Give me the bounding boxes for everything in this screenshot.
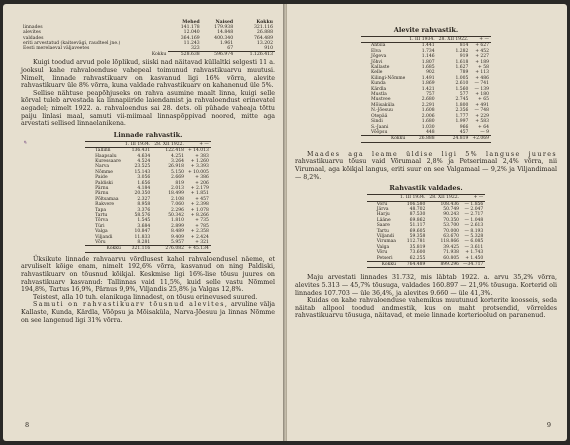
- cell: 50.749: [443, 206, 460, 212]
- paragraph: Sellise nähtuse peapõhjuseks on rahva asumine maalt linna, kuigi selle kõrval tuleb arvestada ka linnapiiride laiendamist ja rahvaloendust erinevatel aegadel; nimelt 1922. a. rahvaloendus sai 28. dets. oli pühade vaheaja tõttu paiju linlasi maal, samuti vii-miimaal linnaspõppivad noored, mitte aga arvestati sellised linnaelanikena.: [21, 89, 275, 128]
- left-page: [3, 4, 283, 441]
- cell: 15.143: [134, 169, 151, 175]
- cell: — 6.085: [464, 239, 484, 245]
- cell: + 206: [195, 180, 209, 186]
- total-cell: +2.069: [472, 136, 489, 142]
- cell: — 9: [480, 129, 489, 135]
- summary-row-label: Eesti merelaeval väljaveetes: [23, 46, 90, 52]
- cell: + 14.013: [187, 148, 209, 154]
- cell: + 64: [478, 124, 489, 130]
- summary-cell: 400.340: [214, 35, 234, 41]
- cities-header: 1. III 1934.: [124, 141, 151, 147]
- summary-total-cell: 596.974: [202, 52, 235, 58]
- summary-row-label: valdades: [23, 35, 44, 41]
- cell: + 383: [195, 153, 209, 159]
- cell: 1.734: [421, 48, 435, 54]
- row-label: Pärnu: [95, 186, 109, 192]
- cell: + 452: [475, 48, 489, 54]
- cell: — 2.047: [464, 206, 484, 212]
- cell: 2.610: [455, 81, 469, 87]
- alevid-header: 1. III 1934.: [409, 37, 435, 42]
- summary-cell: 364.169: [180, 35, 200, 41]
- cell: 51.117: [409, 223, 426, 229]
- row-label: Nõmme: [95, 169, 113, 175]
- cell: + 2.398: [190, 202, 209, 208]
- row-label: Tapa: [95, 207, 107, 213]
- cell: 23.525: [134, 164, 151, 170]
- cell: 1.618: [455, 59, 469, 65]
- summary-cell: 12.040: [183, 30, 200, 36]
- summary-cell: 13.202: [256, 40, 273, 46]
- cell: 69.605: [409, 228, 426, 234]
- cell: + 491: [475, 102, 489, 108]
- cell: 2.291: [421, 102, 435, 108]
- row-label: Saare: [376, 223, 390, 229]
- summary-cell: 14.848: [217, 30, 234, 36]
- cell: 1.869: [421, 81, 435, 87]
- cell: 4.184: [137, 186, 151, 192]
- row-label: Rakvere: [95, 202, 115, 208]
- total-label: Kokku: [367, 261, 398, 267]
- cell: 2.356: [455, 108, 469, 114]
- cell: — 8.193: [464, 228, 484, 234]
- cell: 90.243: [443, 212, 460, 218]
- cell: 3.264: [171, 158, 184, 164]
- row-label: Kallaste: [371, 65, 390, 71]
- cell: 118.866: [440, 239, 460, 245]
- cell: + 627: [475, 43, 489, 49]
- cell: 1.810: [171, 218, 184, 224]
- row-label: Elva: [371, 48, 381, 54]
- cell: 1.030: [421, 124, 435, 130]
- cell: 1.491: [421, 75, 435, 81]
- cell: + 735: [195, 218, 209, 224]
- right-text-block-2: [295, 274, 557, 320]
- cell: — 2.613: [464, 223, 484, 229]
- cell: 20.350: [134, 191, 151, 197]
- summary-row-label: linnades: [23, 25, 43, 31]
- row-label: Harju: [376, 212, 390, 218]
- row-label: Kärdla: [371, 86, 387, 92]
- summary-total-row: [21, 52, 275, 58]
- row-label: Valga: [376, 244, 390, 250]
- summary-cell: 26.888: [256, 30, 273, 36]
- cell: 1.560: [455, 86, 469, 92]
- cell: 4.634: [137, 153, 151, 159]
- cell: — 1.856: [464, 201, 484, 207]
- valdad-table-title: Rahvastik valdades.: [389, 184, 463, 193]
- cell: 3.376: [137, 207, 151, 213]
- cell: 3.684: [137, 223, 151, 229]
- cell: 3.056: [137, 175, 151, 181]
- cell: 1.441: [421, 43, 435, 49]
- cell: 448: [426, 129, 435, 135]
- row-label: Sindi: [371, 119, 383, 125]
- row-label: Mõisaküla: [371, 102, 395, 108]
- summary-row-label: alevites: [23, 30, 41, 36]
- cell: 8.958: [137, 202, 151, 208]
- page-number: 8: [25, 421, 30, 429]
- cell: + 58: [478, 65, 489, 71]
- valdad-header: 1. III 1934.: [400, 195, 426, 201]
- cell: 2.013: [171, 186, 184, 192]
- row-label: Narva: [95, 164, 110, 170]
- total-row: [85, 246, 211, 252]
- cell: 902: [426, 70, 435, 76]
- valdad-header: + —: [461, 195, 485, 201]
- row-label: Mustvee: [371, 97, 391, 103]
- valdad-body: [367, 201, 486, 268]
- cities-body: [85, 148, 211, 253]
- paragraph-text: rahvastikuarvu tõusu vaid Võrumaal 2,8% ja Petserimaal 2,4% võrra, nii Virumaal, aga kõikjal langus, eriti suur on see Valgamaal — 9,2% ja Viljandimaal — 8,2%.: [295, 158, 557, 181]
- cell: 4.251: [171, 153, 184, 159]
- cell: 5.957: [171, 240, 184, 246]
- cell: + 583: [475, 119, 489, 125]
- alevid-header: 28. XII 1922.: [438, 37, 469, 42]
- row-label: Antsla: [371, 43, 386, 49]
- row-label: Võru: [376, 201, 388, 207]
- cell: 87.530: [409, 212, 426, 218]
- cell: 122.418: [165, 148, 184, 154]
- cell: + 227: [475, 54, 489, 60]
- cities-header: + —: [186, 141, 211, 147]
- row-label: Võru: [376, 250, 388, 256]
- cell: — 5.328: [464, 233, 484, 239]
- row-label: Paide: [95, 175, 108, 181]
- cell: + 321: [195, 240, 209, 246]
- cell: + 65: [478, 97, 489, 103]
- row-label: Mustla: [371, 92, 387, 98]
- cell: 789: [459, 70, 469, 76]
- cell: 1.421: [421, 86, 435, 92]
- cell: 112.781: [406, 239, 426, 245]
- cell: 2.108: [171, 196, 184, 202]
- cell: 8.281: [137, 240, 151, 246]
- spaced-lead: Samuti on rahvastikuarv tõusnud alevites,: [33, 301, 229, 309]
- summary-total-cell: 1.126.413: [235, 52, 275, 58]
- cell: 2.669: [171, 175, 184, 181]
- paragraph: Teistest, alla 10 tuh. elanikuga linnadest, on tõusu erinevused suured.: [33, 293, 258, 301]
- summary-header: Mehed: [182, 20, 200, 25]
- total-cell: 26.888: [407, 136, 436, 142]
- cell: 2.745: [455, 97, 469, 103]
- row-label: Võõpsu: [371, 129, 388, 135]
- cell: 26.918: [168, 164, 184, 170]
- cell: 73.600: [409, 250, 426, 256]
- row-label: Lääne: [376, 217, 391, 223]
- cell: — 748: [474, 108, 489, 114]
- summary-total-cell: 528.638: [168, 52, 201, 58]
- summary-cell: 910: [264, 46, 273, 52]
- total-cell: 24.819: [437, 136, 471, 142]
- cell: — 741: [474, 81, 489, 87]
- cell: 1.807: [421, 59, 435, 65]
- row-label: N.-Jõesuu: [371, 108, 393, 114]
- cell: + 1.743: [465, 250, 484, 256]
- row-label: Virumaa: [376, 239, 396, 245]
- cell: + 229: [475, 113, 489, 119]
- cell: 106.580: [406, 201, 426, 207]
- cities-header: 28. XII 1922.: [154, 141, 184, 147]
- cell: — 3.611: [464, 244, 484, 250]
- cell: 757: [426, 92, 435, 98]
- cell: 814: [459, 43, 469, 49]
- cell: 577: [459, 92, 469, 98]
- row-label: Tartu: [376, 228, 389, 234]
- cell: 1.685: [421, 65, 435, 71]
- cell: 2.006: [421, 113, 435, 119]
- cell: 136.431: [131, 148, 151, 154]
- row-label: Võru: [95, 240, 106, 246]
- total-label: Kokku: [361, 136, 407, 142]
- spaced-lead: Maades aga leame üldise ligi 5% languse juures: [307, 150, 557, 158]
- row-label: Jõgeva: [371, 54, 387, 60]
- paragraph: Maju arvestati linnades 31.732, mis läbtab 1922. a. arvu 35,2% võrra, alevites 5.313 — 45,7% tõusuga, valdades 160.897 — 21,9% tõusuga. Korterid oli linnades 107.703 — üle 36,4%, ja alevites 9.660 — üle 41,3%.: [295, 274, 557, 297]
- cities-table-title: Linnade rahvastik.: [113, 130, 183, 139]
- paragraph: [295, 151, 557, 181]
- cell: 63.670: [443, 233, 460, 239]
- cell: 919: [459, 54, 469, 60]
- paragraph: [21, 301, 275, 324]
- right-page: [287, 4, 567, 441]
- total-cell: 764.489: [398, 261, 427, 267]
- row-label: Tartu: [95, 213, 108, 219]
- cell: + 1.078: [190, 207, 209, 213]
- row-label: Tõrva: [95, 218, 109, 224]
- cell: + 2.179: [190, 186, 209, 192]
- summary-cell: 323: [190, 46, 200, 52]
- row-label: Põltsamaa: [95, 196, 119, 202]
- cell: 39.425: [443, 244, 460, 250]
- paragraph: Kuigi toodud arvud pole lõplikud, siiski nad näitavad küllaltki selgesti 11 a. jooksul kahe rahvaloenduse vahepeal toimunud rahvastikuarvu muutusi. Nimelt, linnade rahvastikuarv on kasvanud ligi 16% võrra, alevite rahvastikuarv üle 8% võrra, kuna valdade rahvastikuarv on kahanenud üle 5%.: [21, 59, 275, 90]
- alevid-table-title: Alevite rahvastik.: [393, 26, 459, 34]
- cell: + 386: [195, 175, 209, 181]
- cell: 53.700: [443, 223, 460, 229]
- row-label: Pärnu: [95, 191, 109, 197]
- cell: 59.358: [409, 233, 426, 239]
- total-cell: 899.296: [427, 261, 461, 267]
- cell: 35.819: [409, 244, 426, 250]
- cell: — 1.048: [464, 217, 484, 223]
- row-label: Kilingi-Nõmme: [371, 75, 406, 81]
- cell: 70.000: [443, 228, 460, 234]
- row-label: Kelle: [371, 70, 383, 76]
- total-cell: 321.116: [123, 246, 152, 252]
- summary-row-label: eriti arvestatud (kaitsevägi, raudteel jne.): [23, 40, 121, 46]
- cell: 60.805: [443, 255, 460, 261]
- cities-table: [85, 141, 211, 253]
- cell: + 3.393: [190, 164, 209, 170]
- cell: 62.255: [409, 255, 426, 261]
- alevid-header: + —: [470, 37, 491, 43]
- row-label: Järva: [376, 206, 389, 212]
- row-label: Valga: [95, 229, 108, 235]
- alevid-body: [361, 43, 491, 142]
- cell: 7.060: [171, 202, 184, 208]
- cell: 819: [175, 180, 184, 186]
- cell: 70.350: [443, 217, 460, 223]
- page-number: 9: [546, 421, 551, 429]
- cell: 58.576: [134, 213, 151, 219]
- cell: 71.938: [443, 250, 460, 256]
- paragraph-text: arvuline välja Kallaste, Kunda, Kärdla, Võõpsu ja Mõisaküla, Narva-Jõesuu ja linnas Nõmme on see langenud ligi 31% võrra.: [21, 301, 275, 324]
- cell: + 1.851: [190, 191, 209, 197]
- cell: + 113: [475, 70, 489, 76]
- summary-header: Kokku: [256, 20, 273, 25]
- cell: 69.862: [409, 217, 426, 223]
- left-text-block-2: [21, 256, 275, 324]
- cell: — 2.717: [464, 212, 484, 218]
- cell: 5.150: [171, 169, 184, 175]
- cell: 1.680: [421, 119, 435, 125]
- row-label: Otepää: [371, 113, 388, 119]
- cell: + 2.424: [190, 234, 209, 240]
- cell: 2.296: [171, 207, 184, 213]
- cell: 1.997: [455, 119, 469, 125]
- cell: + 2.358: [190, 229, 209, 235]
- cell: + 180: [475, 92, 489, 98]
- summary-cell: 764.489: [254, 35, 273, 41]
- ink-stamp: ✎: [23, 140, 27, 146]
- summary-cell: 179.938: [214, 25, 234, 31]
- cell: 108.436: [440, 201, 460, 207]
- cell: — 139: [474, 86, 489, 92]
- total-cell: —34.717: [463, 261, 484, 267]
- population-summary-table: [21, 20, 275, 57]
- cell: 1.800: [455, 102, 469, 108]
- summary-cell: 1.961: [219, 40, 234, 46]
- paragraph: Kuidas on kahe rahvaloenduse vahemikus muutunud korterite koosseis, seda näitab allpool toodud andmestik, kus on maht protsendid, võrreldes rahvastikuarvu tõusuga, näitavad, et meie linnade korterioolud on paranenud.: [295, 297, 557, 320]
- cell: 2.327: [137, 196, 151, 202]
- row-label: Petseri: [376, 255, 393, 261]
- row-label: Kunda: [371, 81, 386, 87]
- summary-total-label: Kokku: [151, 51, 167, 57]
- valdad-table: [367, 194, 486, 268]
- summary-cell: 321.116: [254, 25, 273, 31]
- cell: + 1.450: [465, 255, 484, 261]
- row-label: Kuressaare: [95, 158, 121, 164]
- cell: + 1.260: [190, 158, 209, 164]
- summary-cell: 141.178: [180, 25, 200, 31]
- cell: + 189: [475, 59, 489, 65]
- left-text-block-1: [21, 59, 275, 127]
- cell: 9.409: [171, 234, 184, 240]
- cell: 8.489: [171, 229, 184, 235]
- row-label: S.-Jaani: [371, 124, 389, 130]
- summary-header: Naised: [215, 20, 234, 25]
- cell: 1.608: [421, 108, 435, 114]
- cell: 1.627: [455, 65, 469, 71]
- cell: 11.833: [134, 234, 151, 240]
- cell: 50.342: [168, 213, 184, 219]
- cell: + 785: [195, 223, 209, 229]
- cell: 457: [459, 129, 469, 135]
- cell: 2.680: [421, 97, 435, 103]
- cell: + 486: [475, 75, 489, 81]
- cell: 1.146: [421, 54, 435, 60]
- row-label: Paldiski: [95, 180, 113, 186]
- total-label: Kokku: [85, 246, 123, 252]
- paragraph: Üksikute linnade rahvaarvu võrdlusest kahel rahvaloendusel näeme, et arvuliselt kõige enam, nimelt 192,6% võrra, kasvanud on ning Paldiski, rahvastikuarv on tõusnud kõikjal. Keskmise ligi 16%-lise tõusu juures on rahvastikuarv kasvanud: Tallinnas vaid 11,5%, kuid selle vastu Nõmmel 194,8%, Tartus 16,9%, Pärnus 9,9%, Viljandis 25,8% ja Valgas 12,8%.: [21, 255, 275, 294]
- cell: + 457: [195, 196, 209, 202]
- row-label: Viljandi: [376, 233, 395, 239]
- cell: 10.847: [134, 229, 151, 235]
- row-label: Tallinn: [95, 148, 111, 154]
- cell: 1.545: [137, 218, 151, 224]
- valdad-header: 28. XII 1922.: [429, 195, 460, 201]
- right-text-block-1: [295, 151, 557, 181]
- cell: + 8.266: [190, 213, 209, 219]
- row-label: Haapsalu: [95, 153, 117, 159]
- cell: 966: [459, 124, 469, 130]
- summary-cell: 11.243: [183, 40, 200, 46]
- cell: + 10.005: [187, 169, 209, 175]
- cell: 1.282: [455, 48, 469, 54]
- cell: 4.524: [137, 158, 151, 164]
- cities-table-wrap: [21, 141, 275, 253]
- cell: 48.702: [409, 206, 426, 212]
- row-label: Jõhvi: [371, 59, 383, 65]
- total-cell: 276.082: [152, 246, 186, 252]
- row-label: Viljandi: [95, 234, 113, 240]
- cell: 2.899: [171, 223, 184, 229]
- alevid-table: [361, 36, 491, 143]
- row-label: Türi: [95, 223, 105, 229]
- cell: 1.005: [455, 75, 469, 81]
- cell: 18.499: [168, 191, 184, 197]
- total-row: [361, 136, 491, 142]
- summary-cell: 67: [227, 46, 234, 52]
- cell: 1.777: [455, 113, 469, 119]
- cell: 1.656: [137, 180, 151, 186]
- total-cell: + 45.134: [187, 246, 209, 252]
- total-row: [367, 261, 486, 267]
